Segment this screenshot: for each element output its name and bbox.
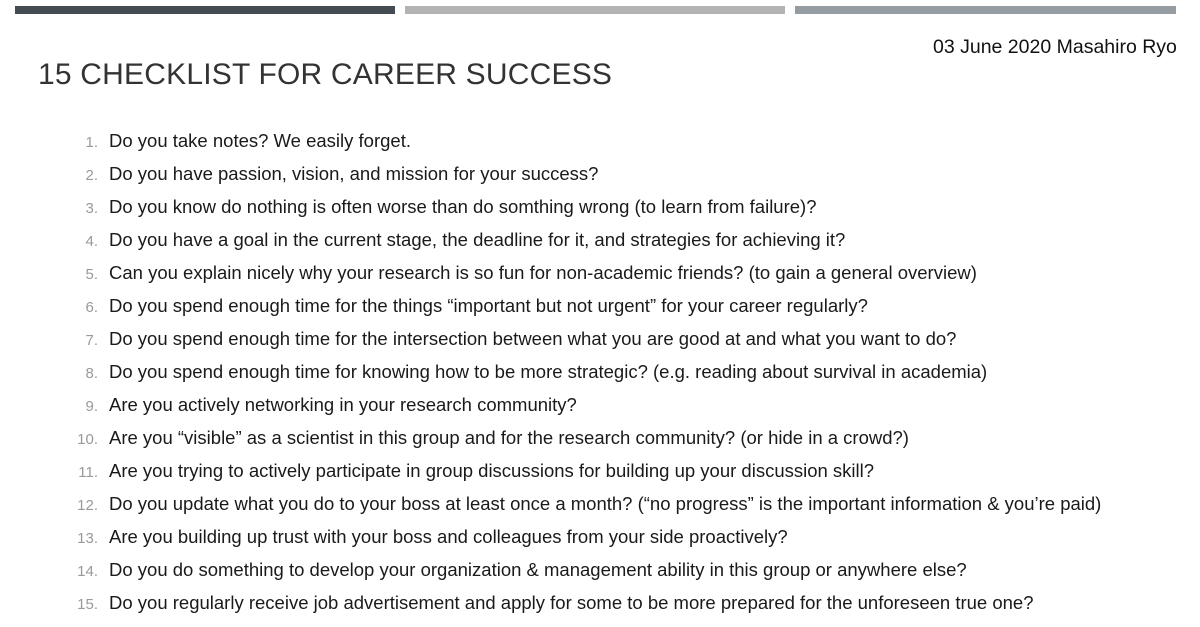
item-text: Are you actively networking in your research community? <box>109 394 577 415</box>
header-bar-dark <box>15 6 395 14</box>
item-number: 8. <box>85 365 98 382</box>
item-number: 12. <box>77 497 98 514</box>
item-text: Are you “visible” as a scientist in this group and for the research community? (or hide in a crowd?) <box>109 427 909 448</box>
item-text: Do you know do nothing is often worse than do somthing wrong (to learn from failure)? <box>109 196 817 217</box>
item-text: Can you explain nicely why your research is so fun for non-academic friends? (to gain a general overview) <box>109 262 977 283</box>
item-text: Do you spend enough time for knowing how to be more strategic? (e.g. reading about survival in academia) <box>109 361 988 382</box>
header-bar-medium <box>795 6 1176 14</box>
item-number: 6. <box>85 299 98 316</box>
item-number: 4. <box>85 233 98 250</box>
item-text: Do you have passion, vision, and mission for your success? <box>109 163 599 184</box>
item-text: Are you building up trust with your boss and colleagues from your side proactively? <box>109 526 788 547</box>
date-author: 03 June 2020 Masahiro Ryo <box>933 36 1177 58</box>
item-text: Do you spend enough time for the things “important but not urgent” for your career regularly? <box>109 295 868 316</box>
item-text: Are you trying to actively participate in group discussions for building up your discussion skill? <box>109 460 875 481</box>
item-number: 10. <box>77 431 98 448</box>
item-text: Do you have a goal in the current stage, the deadline for it, and strategies for achieving it? <box>109 229 846 250</box>
item-number: 9. <box>85 398 98 415</box>
item-text: Do you spend enough time for the intersection between what you are good at and what you want to do? <box>109 328 957 349</box>
item-number: 14. <box>77 563 98 580</box>
item-number: 7. <box>85 332 98 349</box>
item-number: 11. <box>78 464 98 481</box>
item-number: 5. <box>85 266 98 283</box>
item-number: 2. <box>85 167 98 184</box>
item-number: 13. <box>77 530 98 547</box>
item-text: Do you update what you do to your boss at least once a month? (“no progress” is the important information & you’re paid) <box>109 493 1102 514</box>
item-text: Do you take notes? We easily forget. <box>109 130 411 151</box>
item-number: 3. <box>85 200 98 217</box>
header-bar-light <box>405 6 785 14</box>
item-number: 1. <box>85 134 98 151</box>
item-number: 15. <box>77 596 98 613</box>
item-text: Do you do something to develop your organization & management ability in this group or anywhere else? <box>109 559 967 580</box>
item-text: Do you regularly receive job advertisement and apply for some to be more prepared for the unforeseen true one? <box>109 592 1034 613</box>
slide-title: 15 CHECKLIST FOR CAREER SUCCESS <box>38 58 613 91</box>
